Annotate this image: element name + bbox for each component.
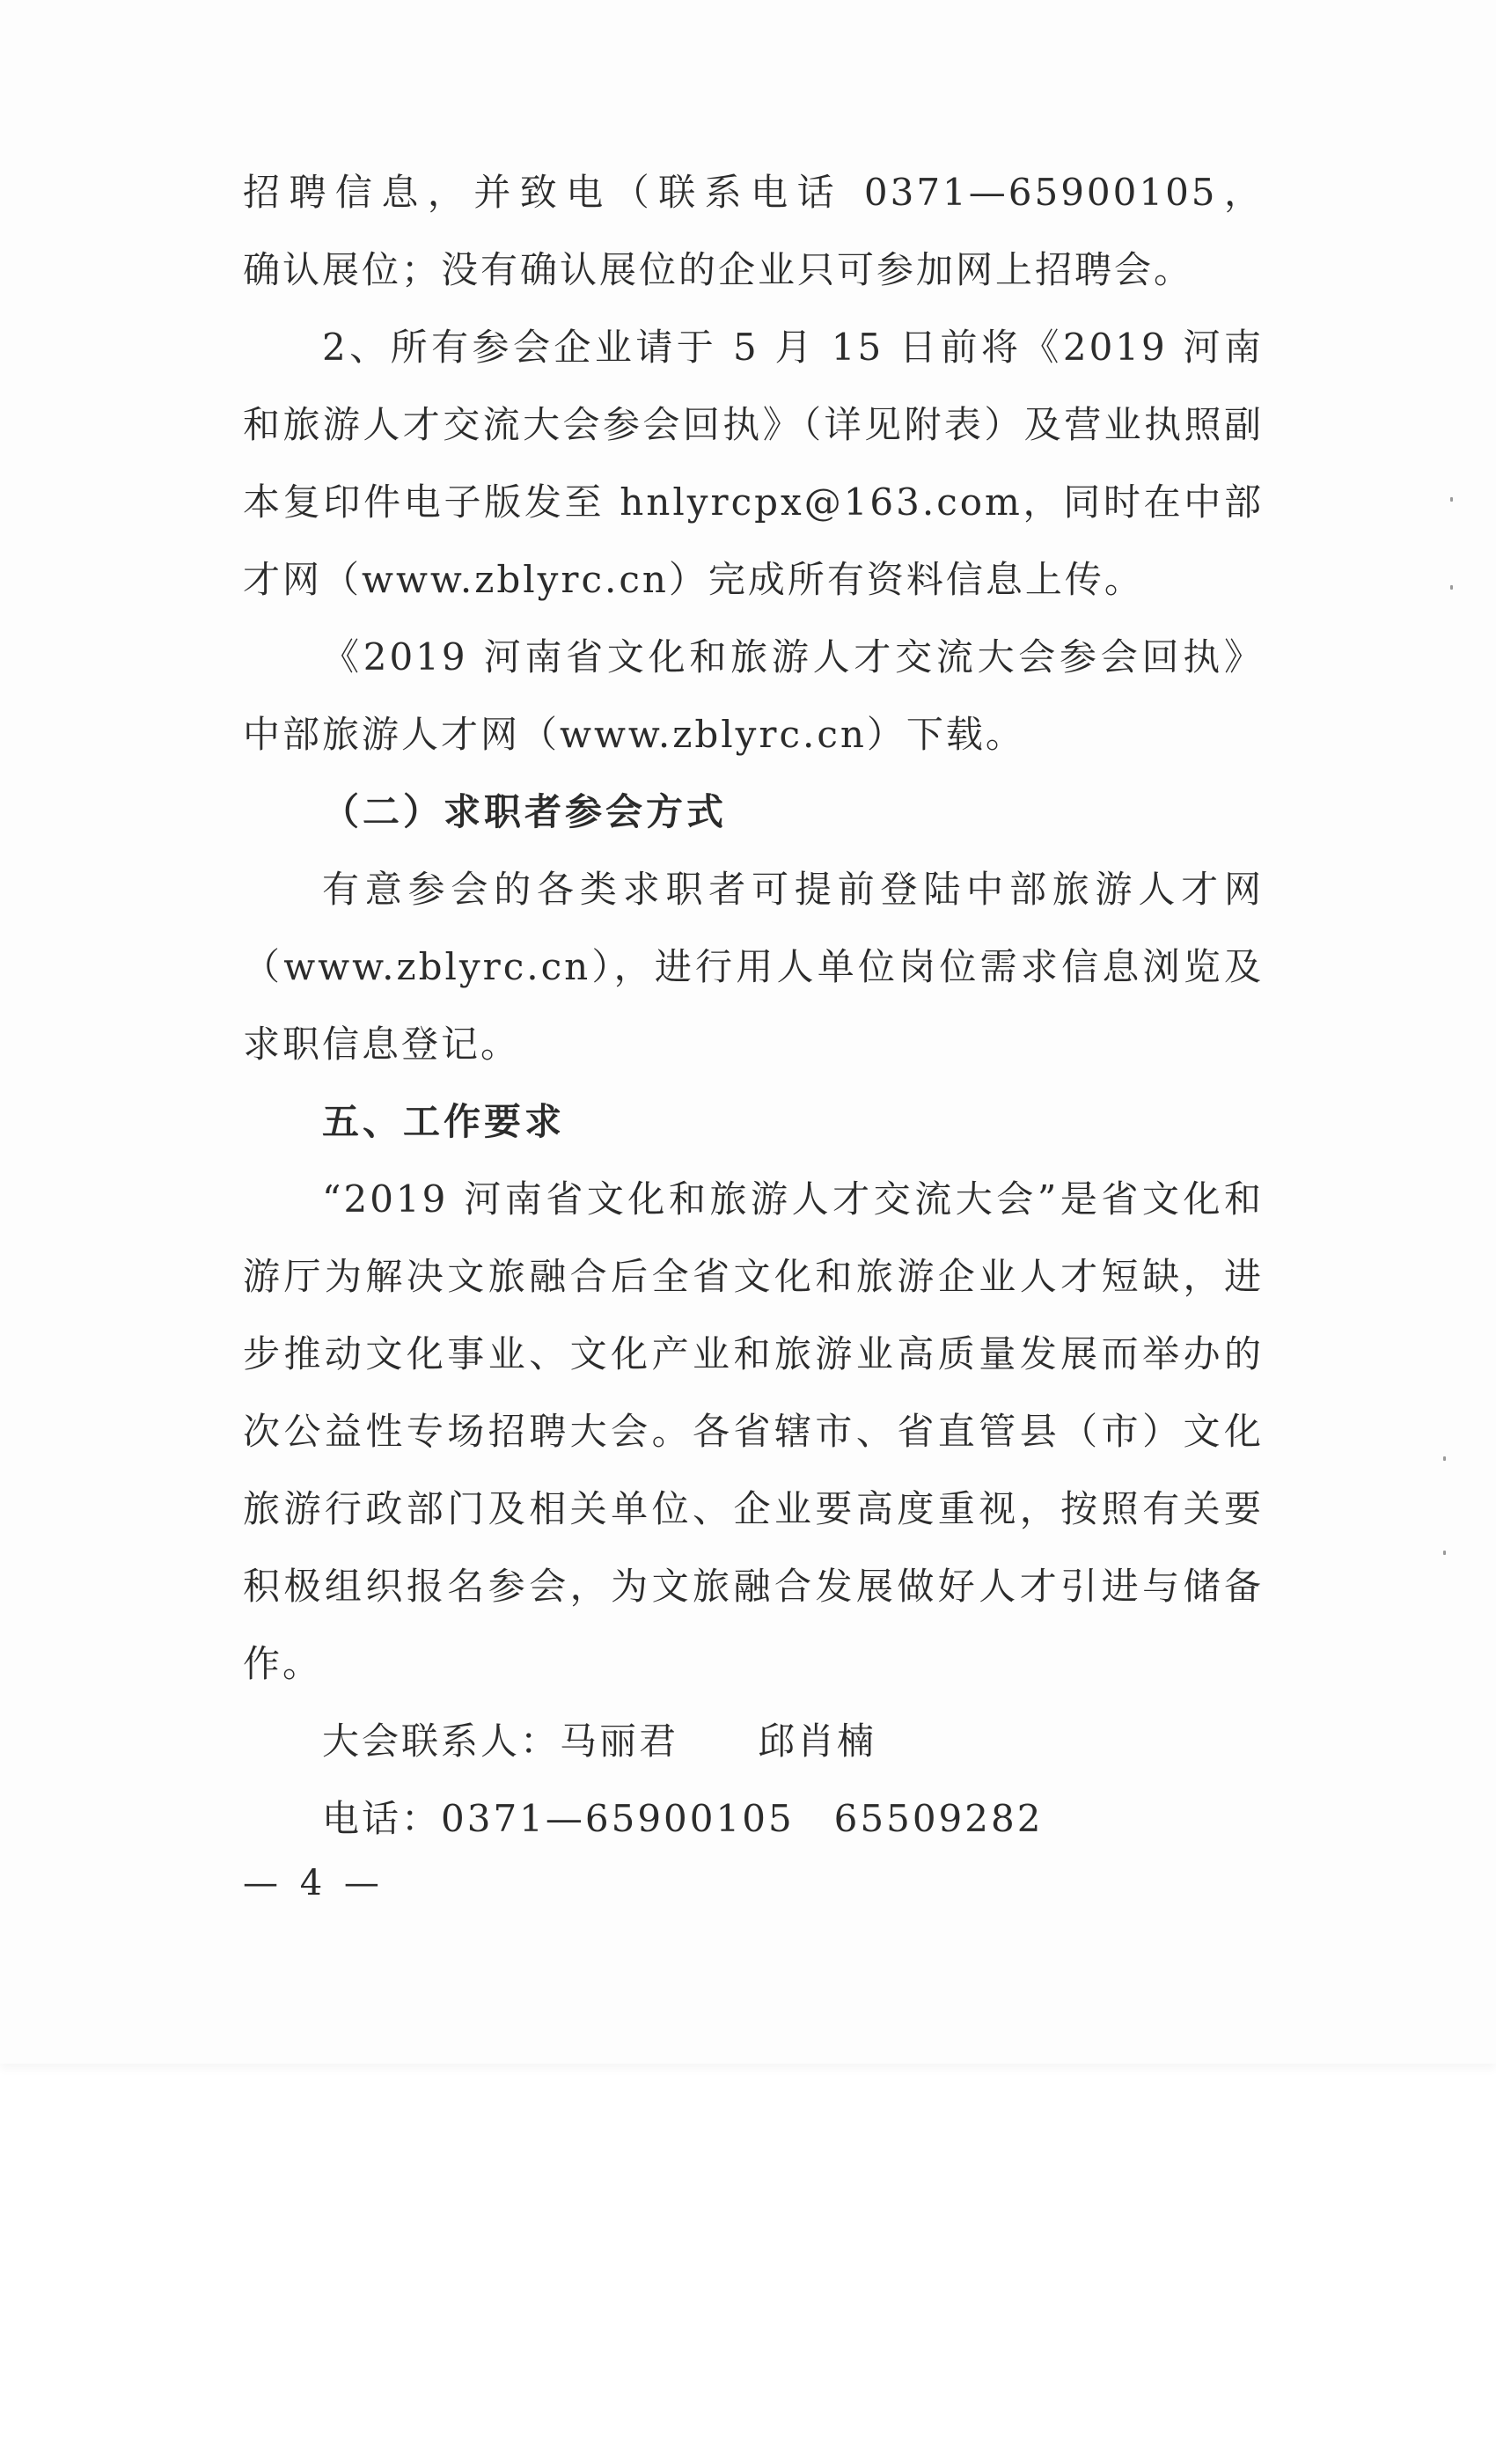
text-line: 中部旅游人才网（www.zblyrc.cn）下载。 — [243, 713, 1025, 756]
text-line: 有意参会的各类求职者可提前登陆中部旅游人才网 — [322, 868, 1264, 911]
scan-speck — [1443, 1551, 1446, 1555]
text-line: 积极组织报名参会，为文旅融合发展做好人才引进与储备 — [243, 1565, 1264, 1608]
document-body — [243, 154, 1264, 1858]
text-line: （www.zblyrc.cn），进行用人单位岗位需求信息浏览及 — [243, 945, 1264, 988]
text-line: 《2019 河南省文化和旅游人才交流大会参会回执》 — [322, 635, 1264, 678]
section-heading: 五、工作要求 — [322, 1100, 566, 1143]
contact-person: 大会联系人：马丽君 邱肖楠 — [322, 1720, 877, 1763]
text-line: 作。 — [243, 1642, 323, 1685]
text-line: 求职信息登记。 — [243, 1023, 521, 1066]
text-line: 旅游行政部门及相关单位、企业要高度重视，按照有关要 — [243, 1487, 1264, 1530]
text-line: 游厅为解决文旅融合后全省文化和旅游企业人才短缺，进 — [243, 1255, 1264, 1298]
scan-speck — [1443, 1456, 1446, 1461]
contact-phone: 电话：0371—65900105 65509282 — [322, 1797, 1044, 1840]
text-line: 步推动文化事业、文化产业和旅游业高质量发展而举办的 — [243, 1332, 1264, 1375]
scan-speck — [1450, 497, 1453, 502]
text-line: 本复印件电子版发至 hnlyrcpx@163.com，同时在中部 — [243, 480, 1264, 524]
section-heading: （二）求职者参会方式 — [322, 790, 728, 833]
text-line: 和旅游人才交流大会参会回执》（详见附表）及营业执照副 — [243, 403, 1264, 446]
scan-speck — [1450, 585, 1453, 590]
text-line: “2019 河南省文化和旅游人才交流大会”是省文化和 — [322, 1177, 1264, 1221]
text-line: 才网（www.zblyrc.cn）完成所有资料信息上传。 — [243, 558, 1144, 601]
page-number: — 4 — — [243, 1863, 385, 1903]
text-line: 招聘信息，并致电（联系电话 0371—65900105， — [243, 171, 1264, 214]
text-line: 确认展位；没有确认展位的企业只可参加网上招聘会。 — [243, 248, 1194, 291]
text-line: 2、所有参会企业请于 5 月 15 日前将《2019 河南 — [322, 326, 1264, 369]
text-line: 次公益性专场招聘大会。各省辖市、省直管县（市）文化 — [243, 1410, 1264, 1453]
